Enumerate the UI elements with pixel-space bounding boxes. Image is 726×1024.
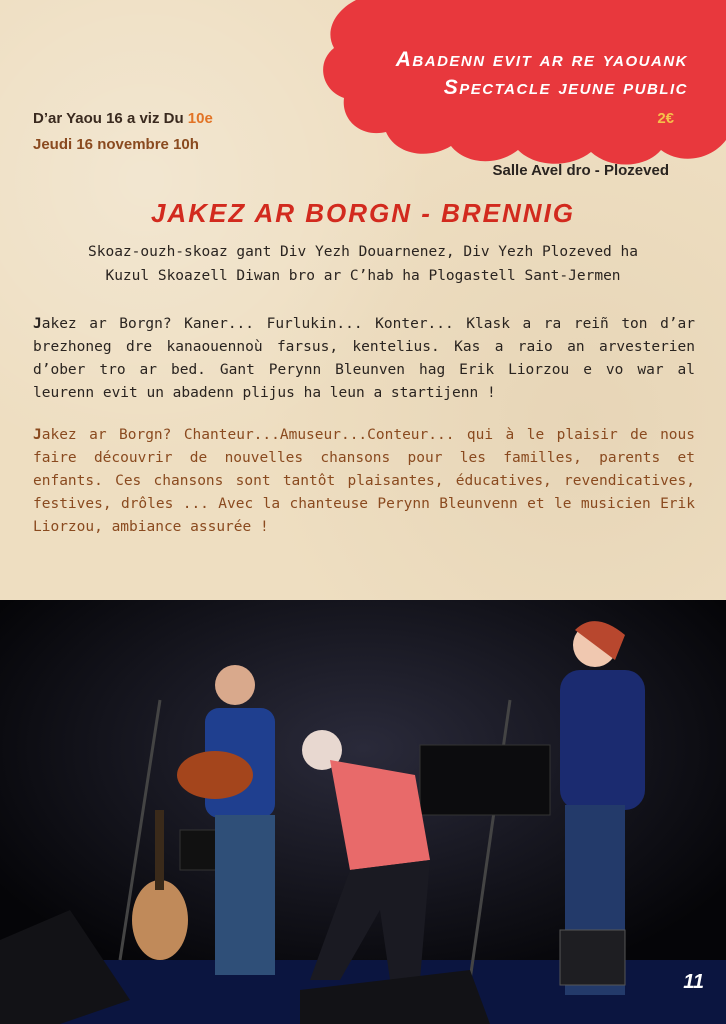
guitar — [177, 751, 253, 799]
description-french-body: akez ar Borgn? Chanteur...Amuseur...Conteur... qui à le plaisir de nous faire découvrir de nouvelles chansons pour les familles, parents et enfants. Ces chansons sont tantôt plaisantes, éducatives, revendicatives, festives, drôles ... Avec la chanteuse Perynn Bleunvenn et le musicien Erik Liorzou, ambiance assurée ! — [33, 427, 695, 535]
banner-line-french: Spectacle jeune public — [443, 76, 688, 99]
description-breton-initial: J — [33, 316, 42, 332]
stage-illustration — [0, 600, 726, 1024]
partners-line-1: Skoaz-ouzh-skoaz gant Div Yezh Douarnenez, Div Yezh Plozeved ha — [88, 244, 638, 260]
partners-line-2: Kuzul Skoazell Diwan bro ar C’hab ha Plogastell Sant-Jermen — [105, 268, 621, 284]
date-breton-time: 10e — [187, 110, 213, 127]
concert-photo — [0, 600, 726, 1024]
show-title: JAKEZ AR BORGN - BRENNIG — [150, 198, 576, 228]
banner-title — [348, 46, 688, 102]
price-label: 2€ — [657, 110, 674, 127]
description-french — [33, 424, 695, 539]
banner-line-breton: Abadenn evit ar re yaouank — [395, 48, 688, 71]
date-breton — [33, 110, 213, 127]
date-french — [33, 136, 199, 153]
date-breton-text: D’ar Yaou 16 a viz Du — [33, 110, 188, 127]
woman-jacket — [560, 670, 645, 810]
page-number: 11 — [683, 971, 704, 993]
date-french-text: Jeudi 16 novembre — [33, 136, 174, 153]
description-breton — [33, 313, 695, 405]
partners-text — [40, 240, 686, 288]
venue: Salle Avel dro - Plozeved — [492, 162, 669, 179]
guitarist-head — [215, 665, 255, 705]
date-french-time: 10h — [173, 136, 199, 153]
description-french-initial: J — [33, 427, 42, 443]
description-breton-body: akez ar Borgn? Kaner... Furlukin... Konter... Klask a ra reiñ ton d’ar brezhoneg dre kanaouennoù farsus, kentelius. Kas a raio an arvesterien d’ober tro ar bed. Gant Perynn Bleunven hag Erik Liorzou e vo war al leurenn evit un abadenn plijus ha leun a startijenn ! — [33, 316, 695, 401]
